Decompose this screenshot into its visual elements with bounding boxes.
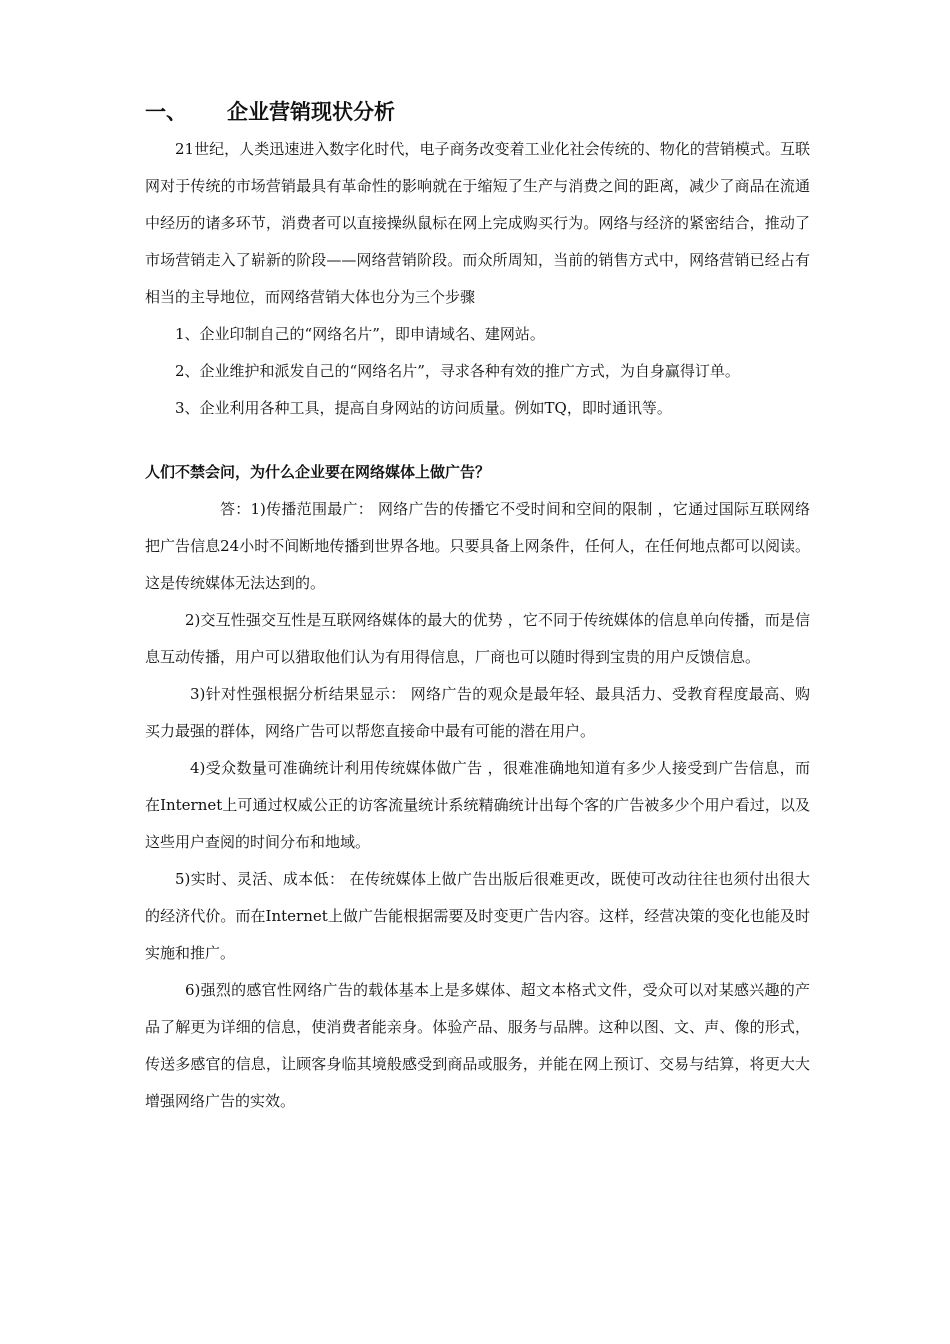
- section-heading: [145, 97, 810, 127]
- answer-paragraph-3: 3)针对性强根据分析结果显示： 网络广告的观众是最年轻、最具活力、受教育程度最高、购买力最强的群体，网络广告可以帮您直接命中最有可能的潜在用户。: [145, 685, 810, 740]
- answer-paragraph-2: 2)交互性强交互性是互联网络媒体的最大的优势 ，它不同于传统媒体的信息单向传播，而是信息互动传播，用户可以猎取他们认为有用得信息，厂商也可以随时得到宝贵的用户反馈信息。: [145, 611, 810, 666]
- intro-paragraph: 21世纪，人类迅速进入数字化时代，电子商务改变着工业化社会传统的、物化的营销模式。互联网对于传统的市场营销最具有革命性的影响就在于缩短了生产与消费之间的距离，减少了商品在流通中经历的诸多环节，消费者可以直接操纵鼠标在网上完成购买行为。网络与经济的紧密结合，推动了市场营销走入了崭新的阶段——网络营销阶段。而众所周知，当前的销售方式中，网络营销已经占有相当的主导地位，而网络营销大体也分为三个步骤: [145, 140, 810, 306]
- answer-paragraph-5: 5)实时、灵活、成本低： 在传统媒体上做广告出版后很难更改，既使可改动往往也须付出很大的经济代价。而在Internet上做广告能根据需要及时变更广告内容。这样，经营决策的变化也能及时实施和推广。: [145, 870, 810, 962]
- step-item-2: 2、企业维护和派发自己的“网络名片”，寻求各种有效的推广方式，为自身赢得订单。: [175, 362, 740, 380]
- answer-paragraph-4: 4)受众数量可准确统计利用传统媒体做广告 ，很难准确地知道有多少人接受到广告信息，而在Internet上可通过权威公正的访客流量统计系统精确统计出每个客的广告被多少个用户看过，以及这些用户查阅的时间分布和地域。: [145, 759, 810, 851]
- section-number: 一、: [145, 100, 187, 124]
- step-item-3: 3、企业利用各种工具，提高自身网站的访问质量。例如TQ，即时通讯等。: [175, 399, 672, 417]
- section-title: 企业营销现状分析: [227, 100, 395, 124]
- answer-paragraph-6: 6)强烈的感官性网络广告的载体基本上是多媒体、超文本格式文件，受众可以对某感兴趣的产品了解更为详细的信息，使消费者能亲身。体验产品、服务与品牌。这种以图、文、声、像的形式，传送多感官的信息，让顾客身临其境般感受到商品或服务，并能在网上预订、交易与结算，将更大大增强网络广告的实效。: [145, 981, 810, 1110]
- document-page: [145, 97, 810, 1120]
- question-heading: 人们不禁会问，为什么企业要在网络媒体上做广告？: [145, 463, 491, 481]
- step-item-1: 1、企业印制自己的“网络名片”，即申请域名、建网站。: [175, 325, 545, 343]
- answer-paragraph-1: 答：1)传播范围最广： 网络广告的传播它不受时间和空间的限制 ，它通过国际互联网络把广告信息24小时不间断地传播到世界各地。只要具备上网条件，任何人，在任何地点都可以阅读。这是传统媒体无法达到的。: [145, 500, 810, 592]
